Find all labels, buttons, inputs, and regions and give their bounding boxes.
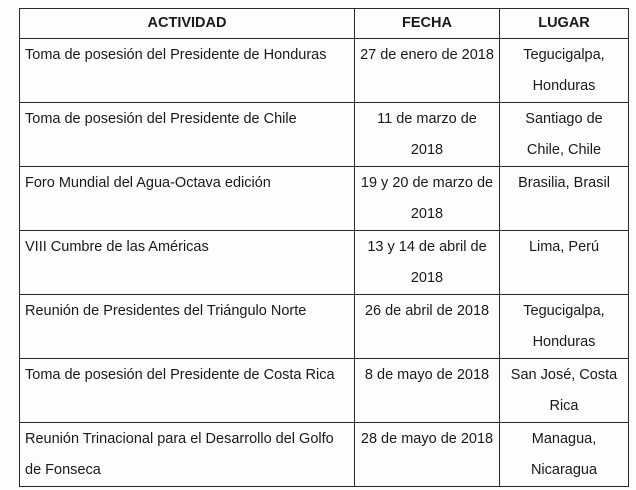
table-row — [20, 39, 629, 103]
cell-date: 28 de mayo de 2018 — [355, 423, 500, 487]
cell-date: 19 y 20 de marzo de 2018 — [355, 167, 500, 231]
cell-date: 11 de marzo de 2018 — [355, 103, 500, 167]
table-row — [20, 295, 629, 359]
cell-date: 27 de enero de 2018 — [355, 39, 500, 103]
table-row — [20, 359, 629, 423]
cell-date: 8 de mayo de 2018 — [355, 359, 500, 423]
header-place: LUGAR — [500, 9, 629, 39]
cell-place: Lima, Perú — [500, 231, 629, 295]
cell-activity: VIII Cumbre de las Américas — [20, 231, 355, 295]
cell-place: Tegucigalpa, Honduras — [500, 39, 629, 103]
header-row — [20, 9, 629, 39]
cell-activity: Toma de posesión del Presidente de Costa Rica — [20, 359, 355, 423]
cell-place: San José, Costa Rica — [500, 359, 629, 423]
cell-date: 26 de abril de 2018 — [355, 295, 500, 359]
header-date: FECHA — [355, 9, 500, 39]
cell-place: Brasilia, Brasil — [500, 167, 629, 231]
cell-activity: Toma de posesión del Presidente de Honduras — [20, 39, 355, 103]
cell-place: Santiago de Chile, Chile — [500, 103, 629, 167]
table-row — [20, 423, 629, 487]
table-row — [20, 231, 629, 295]
cell-place: Managua, Nicaragua — [500, 423, 629, 487]
table-body — [20, 39, 629, 487]
cell-activity: Foro Mundial del Agua-Octava edición — [20, 167, 355, 231]
activities-table — [19, 8, 629, 487]
cell-activity: Reunión Trinacional para el Desarrollo del Golfo de Fonseca — [20, 423, 355, 487]
header-activity: ACTIVIDAD — [20, 9, 355, 39]
cell-date: 13 y 14 de abril de 2018 — [355, 231, 500, 295]
table-row — [20, 167, 629, 231]
cell-activity: Toma de posesión del Presidente de Chile — [20, 103, 355, 167]
cell-activity: Reunión de Presidentes del Triángulo Norte — [20, 295, 355, 359]
table-row — [20, 103, 629, 167]
table-header — [20, 9, 629, 39]
cell-place: Tegucigalpa, Honduras — [500, 295, 629, 359]
